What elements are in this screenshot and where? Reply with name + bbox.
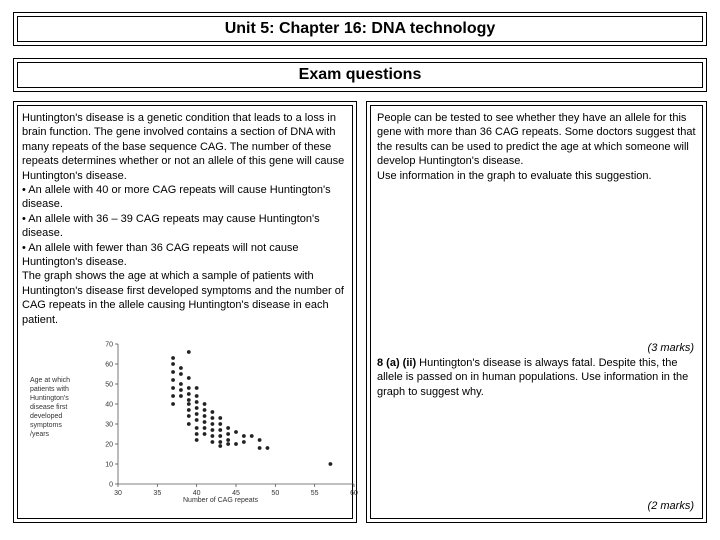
data-point <box>195 386 199 390</box>
left-panel <box>13 101 357 523</box>
data-point <box>195 412 199 416</box>
data-point <box>171 356 175 360</box>
x-tick-label: 45 <box>232 490 240 497</box>
intro-paragraph: Huntington's disease is a genetic condition that leads to a loss in brain function. The gene involved contains a section of DNA with many repeats of the base sequence CAG. The number of these repeats determines whether or not an allele of this gene will cause Huntington's disease. <box>22 112 345 182</box>
x-tick-label: 35 <box>153 490 162 497</box>
y-tick-label: 70 <box>105 341 113 349</box>
data-point <box>226 426 230 430</box>
data-point <box>218 416 222 420</box>
subtitle-box <box>13 58 707 92</box>
data-point <box>211 416 215 420</box>
marks-label: (3 marks) <box>647 342 694 354</box>
data-point <box>218 428 222 432</box>
data-point <box>242 434 246 438</box>
data-point <box>195 426 199 430</box>
data-point <box>187 402 191 406</box>
data-point <box>211 440 215 444</box>
question-instruction: Use information in the graph to evaluate this suggestion. <box>377 169 652 182</box>
data-point <box>187 376 191 380</box>
x-tick-label: 50 <box>271 490 280 497</box>
y-tick-label: 40 <box>105 401 113 409</box>
data-point <box>195 432 199 436</box>
data-point <box>218 434 222 438</box>
data-point <box>266 446 270 450</box>
left-panel-inner <box>17 105 358 519</box>
page-title: Unit 5: Chapter 16: DNA technology <box>17 16 703 42</box>
data-point <box>211 410 215 414</box>
bullet-item: • An allele with fewer than 36 CAG repeats will not cause Huntington's disease. <box>22 241 299 269</box>
x-tick-label: 60 <box>350 490 358 497</box>
chart-plot-area <box>105 342 358 498</box>
question-number: 8 (a) (ii) <box>377 357 417 369</box>
data-point <box>218 422 222 426</box>
bullet-item: • An allele with 40 or more CAG repeats will cause Huntington's disease. <box>22 184 331 211</box>
data-point <box>195 418 199 422</box>
marks-label: (2 marks) <box>647 500 694 512</box>
data-point <box>258 438 262 442</box>
data-point <box>226 438 230 442</box>
data-point <box>171 370 175 374</box>
data-point <box>203 432 207 436</box>
bullet-item: • An allele with 36 – 39 CAG repeats may cause Huntington's disease. <box>22 212 320 240</box>
right-panel-inner <box>370 105 703 519</box>
graph-intro-paragraph: The graph shows the age at which a sample of patients with Huntington's disease first developed symptoms and the number of CAG repeats in the allele causing Huntington's disease in each patient. <box>22 270 344 326</box>
data-point <box>226 432 230 436</box>
data-point <box>218 440 222 444</box>
y-tick-label: 20 <box>105 441 113 449</box>
data-point <box>203 414 207 418</box>
data-point <box>179 372 183 376</box>
data-point <box>203 402 207 406</box>
x-tick-label: 40 <box>192 490 201 497</box>
data-point <box>171 362 175 366</box>
data-point <box>179 366 183 370</box>
data-point <box>187 392 191 396</box>
data-point <box>187 422 191 426</box>
y-tick-label: 30 <box>105 421 113 429</box>
left-text <box>22 111 352 327</box>
data-point <box>171 386 175 390</box>
y-axis-label-line: /years <box>30 431 50 438</box>
y-tick-label: 50 <box>105 381 113 389</box>
data-point <box>226 442 230 446</box>
data-point <box>171 394 175 398</box>
section-title: Exam questions <box>17 62 703 88</box>
y-axis-label-line: Age at which <box>30 377 71 384</box>
question-8a-ii <box>377 356 701 399</box>
data-point <box>218 444 222 448</box>
data-point <box>250 434 254 438</box>
data-point <box>211 434 215 438</box>
data-point <box>179 382 183 386</box>
y-axis-label-line: disease first <box>30 404 68 411</box>
data-point <box>187 386 191 390</box>
x-tick-label: 55 <box>310 490 319 497</box>
scatter-chart <box>26 334 356 514</box>
right-panel <box>366 101 707 523</box>
data-point <box>329 462 333 466</box>
y-tick-label: 0 <box>109 481 113 489</box>
y-tick-label: 60 <box>105 361 113 369</box>
data-point <box>179 394 183 398</box>
data-point <box>211 428 215 432</box>
data-point <box>171 402 175 406</box>
data-point <box>195 406 199 410</box>
data-point <box>187 414 191 418</box>
data-point <box>187 350 191 354</box>
data-point <box>258 446 262 450</box>
question-8-text: Huntington's disease is always fatal. Despite this, the allele is passed on in human populations. Use information in the graph to suggest why. <box>377 357 689 398</box>
question-text: People can be tested to see whether they have an allele for this gene with more than 36 CAG repeats. Some doctors suggest that the results can be used to predict the age at which someone will develop Huntington's disease. <box>377 112 696 168</box>
data-point <box>234 442 238 446</box>
y-axis-label-line: Huntington's <box>30 395 69 402</box>
y-axis-label-line: patients with <box>30 386 69 393</box>
data-point <box>195 400 199 404</box>
x-axis-label: Number of CAG repeats <box>183 497 259 504</box>
data-point <box>179 388 183 392</box>
y-axis-label-line: symptoms <box>30 422 62 429</box>
data-point <box>171 378 175 382</box>
data-point <box>195 394 199 398</box>
data-point <box>211 422 215 426</box>
data-point <box>203 420 207 424</box>
right-text <box>377 111 701 183</box>
x-tick-label: 30 <box>114 490 122 497</box>
data-point <box>195 438 199 442</box>
data-point <box>242 440 246 444</box>
data-point <box>203 426 207 430</box>
data-point <box>234 430 238 434</box>
data-point <box>203 408 207 412</box>
title-box <box>13 12 707 46</box>
data-point <box>187 398 191 402</box>
data-point <box>187 408 191 412</box>
y-axis-label-line: developed <box>30 413 63 420</box>
y-tick-label: 10 <box>105 461 113 469</box>
